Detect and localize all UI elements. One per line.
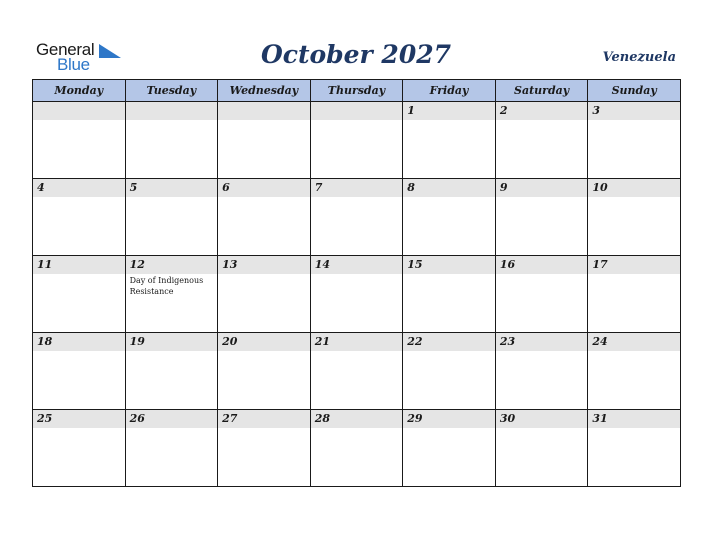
day-number: [218, 102, 310, 120]
day-cell: [218, 102, 311, 179]
day-cell: [125, 333, 218, 410]
day-cell: [588, 179, 681, 256]
day-number: 19: [126, 333, 218, 351]
day-cell: [403, 256, 496, 333]
logo-text-general: General: [36, 40, 95, 59]
day-cell: [588, 256, 681, 333]
day-cell: [588, 333, 681, 410]
day-cell: [310, 333, 403, 410]
logo-text-blue: Blue: [57, 55, 90, 74]
day-number: 5: [126, 179, 218, 197]
weekday-header: Monday: [33, 80, 126, 102]
calendar-title: October 2027: [260, 40, 452, 69]
day-cell: [218, 333, 311, 410]
week-row: [33, 256, 681, 333]
day-number: 7: [311, 179, 403, 197]
day-number: 1: [403, 102, 495, 120]
country-label: Venezuela: [602, 50, 676, 65]
day-cell: [310, 256, 403, 333]
day-number: 27: [218, 410, 310, 428]
day-cell: [33, 102, 126, 179]
day-cell: [218, 179, 311, 256]
day-cell: [495, 256, 588, 333]
weekday-header: Saturday: [495, 80, 588, 102]
day-cell: [310, 179, 403, 256]
day-cell: [310, 410, 403, 487]
day-cell: [403, 179, 496, 256]
day-number: 30: [496, 410, 588, 428]
day-number: 4: [33, 179, 125, 197]
day-cell: [588, 410, 681, 487]
day-cell: [495, 410, 588, 487]
day-number: 3: [588, 102, 680, 120]
day-number: 15: [403, 256, 495, 274]
weekday-header-row: [33, 80, 681, 102]
weekday-header: Sunday: [588, 80, 681, 102]
day-cell: [218, 410, 311, 487]
day-number: 22: [403, 333, 495, 351]
week-row: [33, 410, 681, 487]
day-number: 13: [218, 256, 310, 274]
day-number: 24: [588, 333, 680, 351]
day-cell: [495, 333, 588, 410]
day-cell: [33, 256, 126, 333]
day-cell: [495, 102, 588, 179]
holiday-label: Day of Indigenous Resistance: [129, 276, 204, 296]
weekday-header: Tuesday: [125, 80, 218, 102]
day-cell: [403, 102, 496, 179]
day-cell: [33, 333, 126, 410]
day-cell: [218, 256, 311, 333]
day-cell: [495, 179, 588, 256]
day-cell: [403, 333, 496, 410]
day-cell: [310, 102, 403, 179]
day-cell: [125, 102, 218, 179]
day-number: 29: [403, 410, 495, 428]
day-number: 26: [126, 410, 218, 428]
week-row: [33, 333, 681, 410]
day-cell: [125, 179, 218, 256]
day-number: 10: [588, 179, 680, 197]
day-number: 25: [33, 410, 125, 428]
day-number: 18: [33, 333, 125, 351]
day-number: 23: [496, 333, 588, 351]
day-number: 11: [33, 256, 125, 274]
weekday-header: Wednesday: [218, 80, 311, 102]
day-number: 28: [311, 410, 403, 428]
day-number: 16: [496, 256, 588, 274]
day-number: 31: [588, 410, 680, 428]
day-number: 21: [311, 333, 403, 351]
day-number: [33, 102, 125, 120]
weekday-header: Friday: [403, 80, 496, 102]
day-number: 2: [496, 102, 588, 120]
day-number: 17: [588, 256, 680, 274]
calendar-grid: [32, 79, 681, 487]
week-row: [33, 102, 681, 179]
weekday-header: Thursday: [310, 80, 403, 102]
day-number: 8: [403, 179, 495, 197]
day-number: 20: [218, 333, 310, 351]
day-number: 6: [218, 179, 310, 197]
day-cell: [33, 410, 126, 487]
day-cell: [588, 102, 681, 179]
day-cell: [403, 410, 496, 487]
day-cell: [125, 410, 218, 487]
day-number: 9: [496, 179, 588, 197]
day-number: 12: [126, 256, 218, 274]
day-number: [311, 102, 403, 120]
day-number: [126, 102, 218, 120]
day-cell: [125, 256, 218, 333]
day-number: 14: [311, 256, 403, 274]
day-cell: [33, 179, 126, 256]
week-row: [33, 179, 681, 256]
